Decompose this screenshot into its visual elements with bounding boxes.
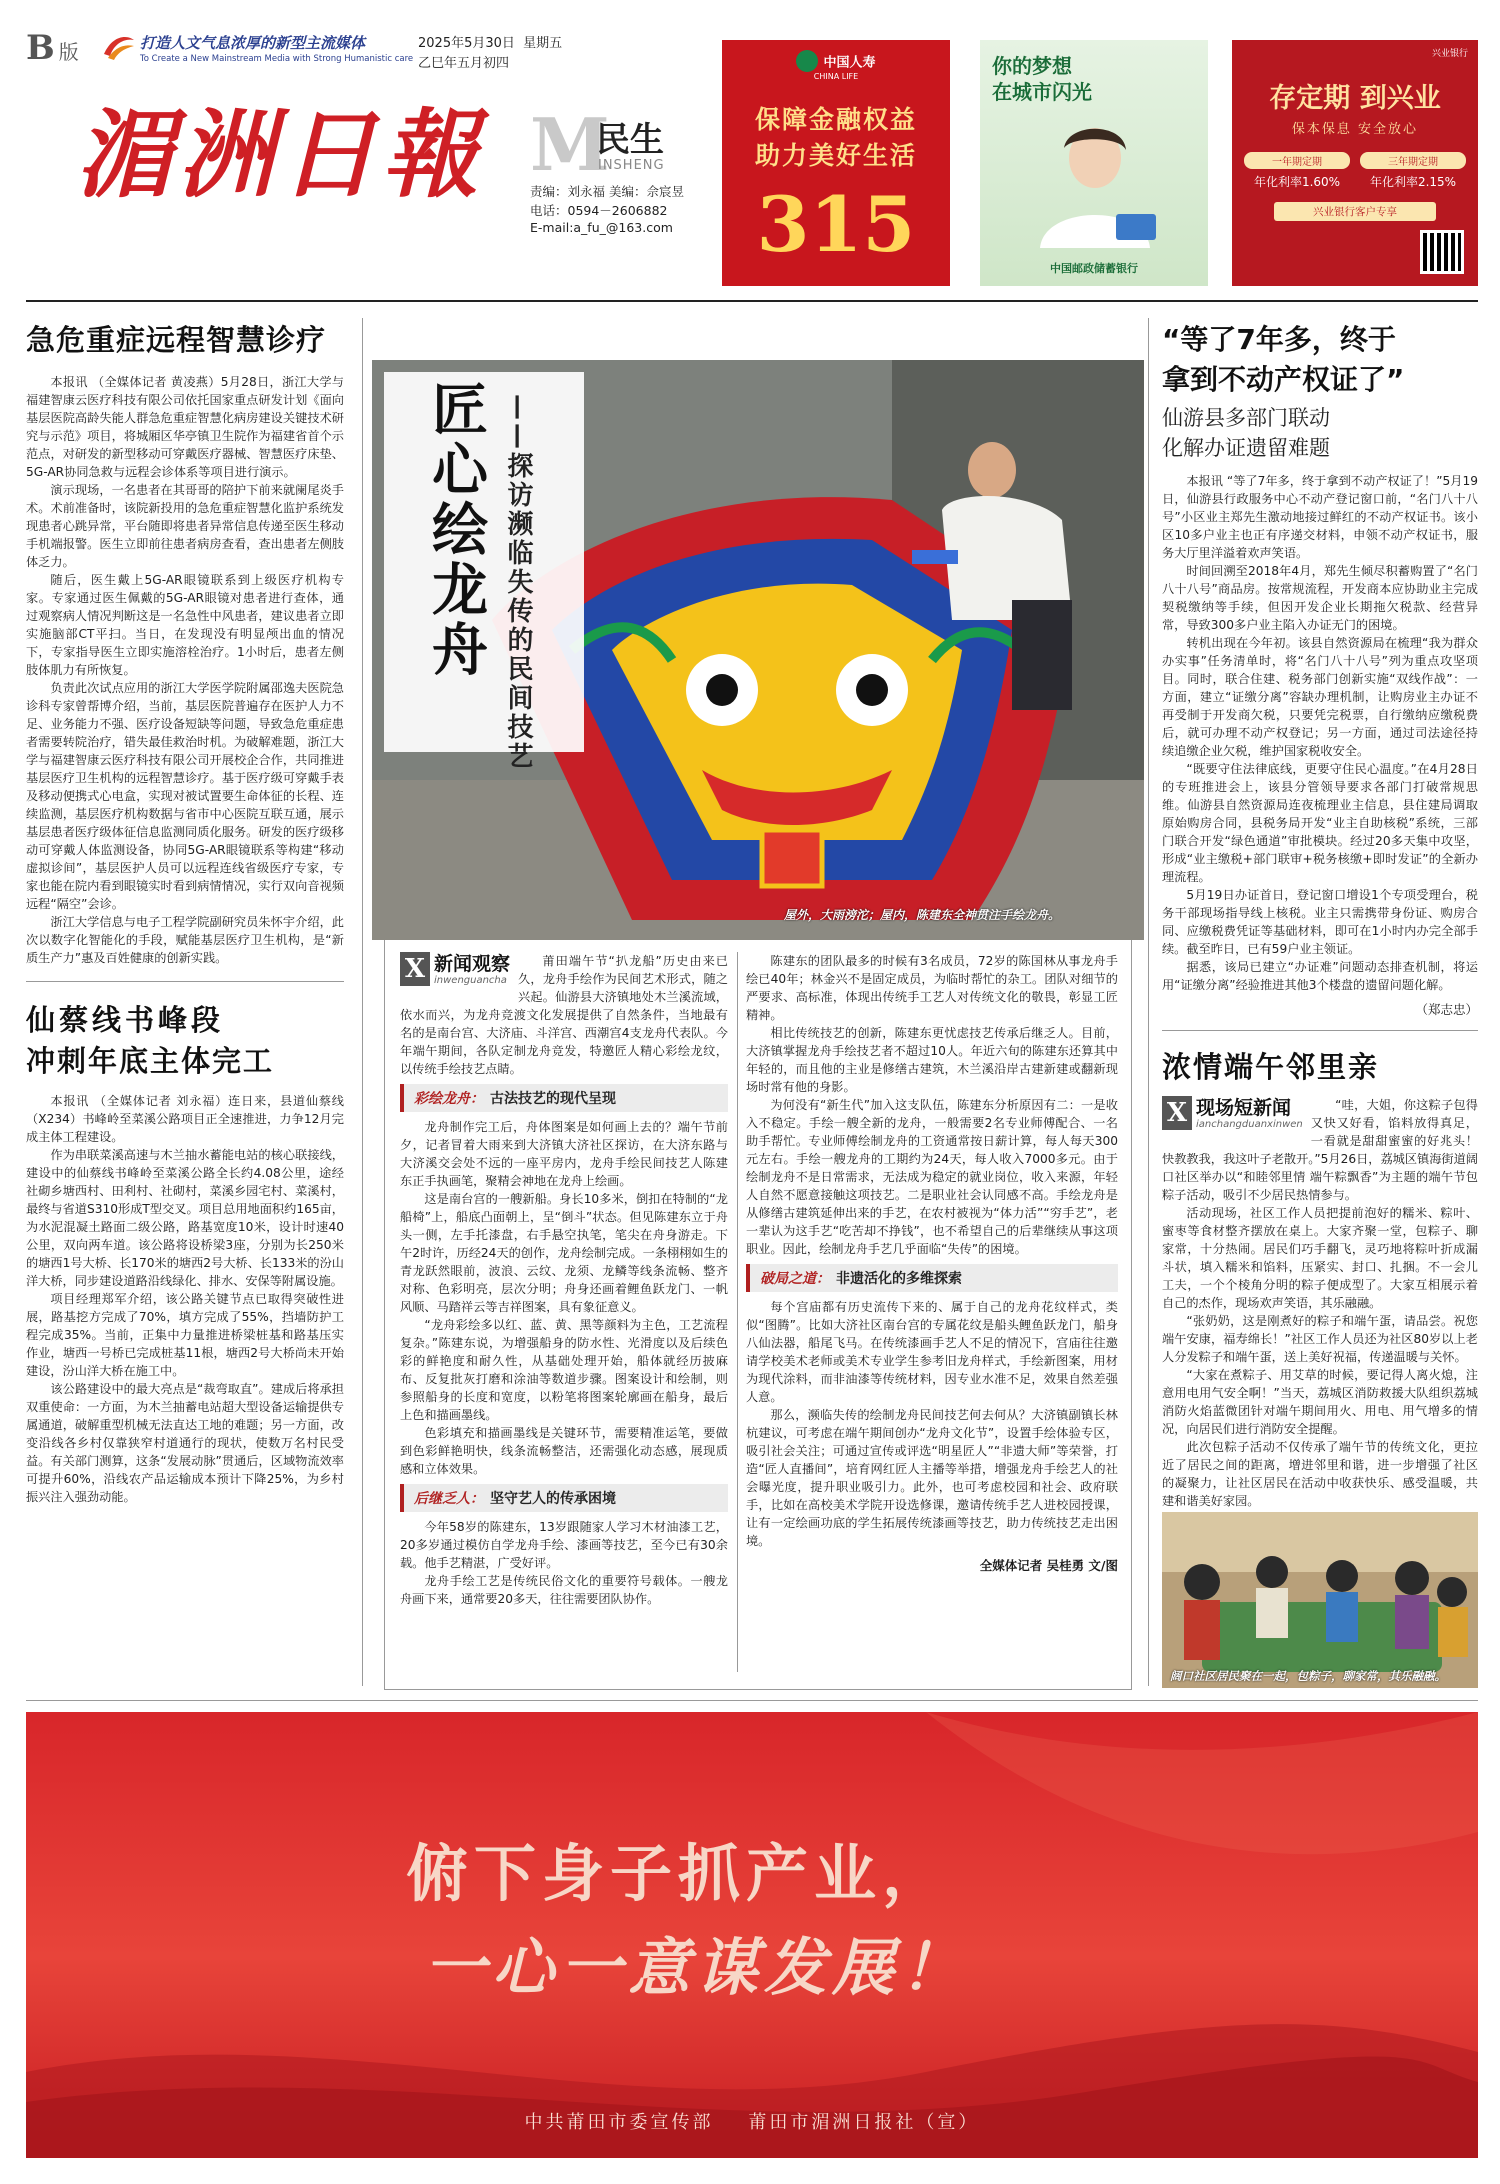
section3-body [746,1298,1118,1550]
section1-paragraph: 龙舟制作完工后，舟体图案是如何画上去的？端午节前夕，记者冒着大雨来到大济镇大济社区探访，在大济东路与大济溪交会处不远的一座平房内，龙舟手绘民间技艺人陈建东正手执画笔，聚精会神地在龙舟上绘画。 [400,1120,728,1188]
edition-suffix: 版 [58,40,79,64]
banner-line2: 一心一意谋发展！ [424,1931,969,2004]
issue-date: 2025年5月30日 星期五 [418,36,563,51]
road-title-1: 仙蔡线书峰段 [26,1003,225,1037]
ad1-line1: 保障金融权益 [754,105,917,134]
festival-paragraph: “大家在煮粽子、用艾草的时候，要记得人离火熄，注意用电用气安全啊！”当天，荔城区消防救援大队组织荔城消防火焰蓝微团针对端午期间用火、用电、用气增多的情况，向居民们进行消防安全提醒。 [1162,1368,1478,1436]
festival-paragraph: “张奶奶，这是刚煮好的粽子和端午蛋，请品尝。祝您端午安康，福寿绵长！”社区工作人员还为社区80岁以上老人分发粽子和端午蛋，送上美好祝福，传递温暖与关怀。 [1162,1314,1478,1364]
road-paragraph: 项目经理郑军介绍，该公路关键节点已取得突破性进展，路基挖方完成了70%，填方完成了55%，挡墙防护工程完成35%。当前，正集中力量推进桥梁桩基和路基压实作业，塘西一号桥已完成桩基11根，塘西2号大桥尚未开始建设，汾山洋大桥在施工中。 [26,1292,344,1378]
article-property [1162,318,1478,1018]
article-road [26,998,344,1506]
slogan-cn: 打造人文气息浓厚的新型主流媒体 [140,34,366,52]
photo-caption: 屋外，大雨滂沱；屋内，陈建东全神贯注手绘龙舟。 [784,908,1061,922]
feature-col2 [746,952,1118,1574]
property-subtitle-1: 仙游县多部门联动 [1162,406,1330,430]
ad2-bank: 中国邮政储蓄银行 [1050,262,1138,275]
property-paragraph: 本报讯 “等了7年多，终于拿到不动产权证了！”5月19日，仙游县行政服务中心不动产登记窗口前，“名门八十八号”小区业主郑先生激动地接过鲜红的不动产权证书。该小区10多户业主也正有序递交材料，申领不动产权证书，服务大厅里洋溢着欢声笑语。 [1162,474,1478,560]
lunar-date: 乙巳年五月初四 [418,56,510,71]
feature-col2-body [746,952,1118,1258]
column-tag-name: 现场短新闻 [1196,1096,1292,1119]
feature-title: 匠心绘龙舟 [423,380,488,680]
column-tag-pinyin: inwenguancha [434,974,507,986]
festival-body [1162,1096,1478,1510]
telemedicine-paragraph: 本报讯 （全媒体记者 黄凌燕）5月28日，浙江大学与福建智康云医疗科技有限公司依托国家重点研发计划《面向基层医院高龄失能人群急危重症智慧化病房建设关键技术研究与示范》项目，将城厢区华亭镇卫生院作为福建省首个示范点，对研发的新型移动可穿戴医疗器械、智慧医疗床垫、5G-AR协同急救与远程会诊体系等项目进行演示。 [26,375,344,479]
ad1-brand: 中国人寿 [823,55,876,71]
ad1-number: 315 [756,180,916,269]
section3-paragraph: 那么，濒临失传的绘制龙舟民间技艺何去何从？大济镇副镇长林杭建议，可考虑在端午期间创办“龙舟文化节”，设置手绘体验专区，吸引社会关注；可通过宣传或评选“明星匠人”“非遗大师”等荣誉，打造“匠人直播间”，培育网红匠人主播等举措，增强龙舟手绘艺人的社会曝光度，提升职业吸引力。此外，也可考虑校园和社会、政府联手，比如在高校美术学院开设选修课，邀请传统手艺人进校园授课，让有一定绘画功底的学生拓展传统漆画等技艺，助力传统技艺走出困境。 [746,1408,1118,1548]
road-title-2: 冲刺年底主体完工 [26,1044,275,1078]
ad3-term2: 三年期定期 [1360,152,1466,169]
road-paragraph: 该公路建设中的最大亮点是“裁弯取直”。建成后将承担双重使命：一方面，为木兰抽蓄电站超大型设备运输提供专属通道，破解重型机械无法直达工地的难题；另一方面，改变沿线各乡村仅靠狭窄村道通行的现状，使数万名村民受益。有关部门测算，这条“发展动脉”贯通后，区域物流效率可提升60%，沿线农产品运输成本预计下降25%，为乡村振兴注入强劲动能。 [26,1382,344,1504]
left-column [26,318,344,1506]
article-telemedicine [26,318,344,967]
section-pinyin: INSHENG [598,158,665,173]
section1-paragraph: 这是南台宫的一艘新船。身长10多米，倒扣在特制的“龙船椅”上，船底凸面朝上，呈“倒斗”状态。但见陈建东立于舟头一侧，左手托漆盘，右手悬空执笔，笔尖在舟身游走。下午2时许，历经24天的创作，龙舟绘制完成。一条栩栩如生的青龙跃然眼前，波浪、云纹、龙须、龙鳞等线条流畅、整齐对称、色彩明亮，层次分明；舟身还画着鲤鱼跃龙门、一帆风顺、马踏祥云等吉祥图案，具有象征意义。 [400,1192,728,1314]
slogan-en: To Create a New Mainstream Media with Strong Humanistic care [140,54,414,64]
section-head-2 [400,1484,728,1512]
edition-letter: B [26,28,55,68]
right-divider [1162,1030,1478,1031]
masthead-rule [26,300,1478,302]
property-byline: （郑志忠） [1415,1002,1478,1017]
editor-email: E-mail:a_fu_@163.com [530,220,673,235]
news-observation-tag [400,952,510,986]
left-divider [26,981,344,982]
festival-paragraph: 活动现场，社区工作人员把提前泡好的糯米、粽叶、蜜枣等食材整齐摆放在桌上。大家齐聚一堂，包粽子、聊家常，十分热闹。居民们巧手翻飞，灵巧地将粽叶折成漏斗状，填入糯米和馅料，压紧实、封口、扎捆。不一会儿工夫，一个个棱角分明的粽子便成型了。大家互相展示着自己的杰作，现场欢声笑语，其乐融融。 [1162,1206,1478,1310]
section-head-1-text: 古法技艺的现代呈现 [490,1091,616,1107]
ad-postal-bank[interactable] [980,40,1208,286]
property-paragraph: 据悉，该局已建立“办证难”问题动态排查机制，将运用“证缴分离”经验推进其他3个楼盘的遗留问题化解。 [1162,960,1478,992]
property-paragraph: 转机出现在今年初。该县自然资源局在梳理“我为群众办实事”任务清单时，将“名门八十八号”列为重点攻坚项目。同时，联合住建、税务部门创新实施“双线作战”：一方面，建立“证缴分离”容缺办理机制，让购房业主办证不再受制于开发商欠税，只要凭完税票，自行缴纳应缴税费后，就可办理不动产权登记；另一方面，通过司法途径持续追缴企业欠税，维护国家税收安全。 [1162,636,1478,758]
festival-title: 浓情端午邻里亲 [1162,1050,1380,1084]
paper-name: 湄洲日報 [76,98,484,211]
column-tag-pinyin: ianchangduanxinwen [1196,1118,1303,1130]
col2-paragraph: 为何没有“新生代”加入这支队伍，陈建东分析原因有二：一是收入不稳定。手绘一艘全新的龙舟，一般需要2名专业师傅配合、一名助手帮忙。专业师傅绘制龙舟的工资通常按日薪计算，每人每天300元左右。手绘一艘龙舟的工期约为24天，每人收入7000多元。由于绘制龙舟不是日常需求，无法成为稳定的就业岗位，收入来源，年轻人自然不愿意接触这项技艺。二是职业社会认同感不高。手绘龙舟是从修缮古建筑延伸出来的手艺，在农村被视为“体力活”“穷手艺”，老一辈认为这手艺“吃苦却不挣钱”，也不希望自己的后辈继续从事这项职业。因此，绘制龙舟手艺几乎面临“失传”的困境。 [746,1098,1118,1256]
ad2-title2: 在城市闪光 [992,80,1092,104]
property-subtitle-2: 化解办证遗留难题 [1162,436,1330,460]
section1-paragraph: 色彩填充和描画墨线是关键环节，需要精准运笔，要做到色彩鲜艳明快，线条流畅整洁，还需强化动态感，展现质感和立体效果。 [400,1426,728,1476]
ad3-button[interactable]: 兴业银行客户专享 [1274,202,1436,221]
ad-industrial-bank[interactable] [1232,40,1478,286]
telemedicine-body [26,373,344,967]
property-body [1162,472,1478,994]
feature-intro-paragraph: 莆田端午节“扒龙船”历史由来已久，龙舟手绘作为民间艺术形式，随之兴起。仙游县大济镇地处木兰溪流域，依水而兴，为龙舟竞渡文化发展提供了自然条件，当地最有名的是南台宫、大济庙、斗洋宫、西潮宫4支龙舟代表队。今年端午期间，各队定制龙舟竞发，特邀匠人精心彩绘龙纹，以传统手绘技艺点睛。 [400,954,728,1076]
article-dragon-boat-festival [1162,1045,1478,1534]
ad1-brand-en: CHINA LIFE [813,72,859,81]
section-head-3 [746,1264,1118,1292]
short-news-tag [1162,1096,1303,1130]
road-paragraph: 作为串联菜溪高速与木兰抽水蓄能电站的核心联接线，建设中的仙蔡线书峰岭至菜溪公路全长约4.08公里，途经社砌乡塘西村、田利村、社砌村，菜溪乡园宅村、菜溪村，最终与省道S310形成T型交叉。项目总用地面积约165亩，为水泥混凝土路面二级公路，路基宽度10米，设计时速40公里，双向两车道。该公路将设桥梁3座，分别为长250米的塘西1号大桥、长170米的塘西2号大桥、长133米的汾山洋大桥，同步建设道路沿线绿化、排水、安保等附属设施。 [26,1148,344,1288]
china-life-logo-icon [796,50,818,72]
telemedicine-paragraph: 负责此次试点应用的浙江大学医学院附属邵逸夫医院急诊科专家曾帮博介绍，当前，基层医院普遍存在医护人力不足、业务能力不强、医疗设备短缺等问题，导致急危重症患者需要转院治疗，错失最佳救治时机。为破解难题，浙江大学与福建智康云医疗科技有限公司开展校企合作，共同推进基层医疗卫生机构的远程智慧诊疗。基于医疗级可穿戴手表及移动便携式心电盒，实现对被试置要生命体征的长程、连续监测，基层医疗机构数据与省市中心医院互联互通，展示基层患者医疗级体征信息监测同质化服务。研发的医疗级移动可穿戴人体监测设备，协同5G-AR眼镜联系等构建“移动虚拟诊间”，基层医护人员可以远程连线省级医疗专家，专家也能在院内看到眼镜实时看到病情情况，实行双向音视频远程“隔空”会诊。 [26,681,344,911]
telemedicine-paragraph: 随后，医生戴上5G-AR眼镜联系到上级医疗机构专家。专家通过医生佩戴的5G-AR眼镜对患者进行查体，通过观察病人情况判断这是一名急性中风患者，建议患者立即实施脑部CT平扫。当日，在发现没有明显颅出血的情况下，专家指导医生立即实施溶栓治疗。1小时后，患者左侧肢体肌力有所恢复。 [26,573,344,677]
edition-badge [26,28,79,68]
feature-byline: 全媒体记者 吴桂勇 文/图 [979,1558,1118,1573]
right-col-rule [1148,318,1149,1686]
property-paragraph: “既要守住法律底线，更要守住民心温度。”在4月28日的专班推进会上，该县分管领导要求各部门打破常规思维。仙游县自然资源局连夜梳理业主信息，县住建局调取原始购房合同，县税务局开发“业主自助核税”系统，三部门联合开发“绿色通道”审批模块。经过20多天集中攻坚，形成“业主缴税+部门联审+税务核缴+即时发证”的全新办理流程。 [1162,762,1478,884]
feature-col1 [400,952,728,1608]
festival-paragraph: 此次包粽子活动不仅传承了端午节的传统文化，更拉近了居民之间的距离，增进邻里和谐，进一步增强了社区的凝聚力，让社区居民在活动中收获快乐、感受温暖，共建和谐美好家园。 [1162,1440,1478,1508]
telemedicine-paragraph: 演示现场，一名患者在其哥哥的陪护下前来就阑尾炎手术。术前准备时，该院新投用的急危重症智慧化监护系统发现患者心跳异常，平台随即将患者异常信息传递至医生移动手机端报警。医生立即前往患者病房查看，查出患者左侧肢体乏力。 [26,483,344,569]
ad3-rate2: 年化利率2.15% [1369,175,1457,189]
section-head-1-tag: 彩绘龙舟： [414,1091,484,1107]
content-bottom-rule [26,1700,1478,1701]
ad3-bank: 兴业银行 [1431,49,1468,59]
col2-paragraph: 陈建东的团队最多的时候有3名成员，72岁的陈国林从事龙舟手绘已40年；林金兴不是固定成员，为临时帮忙的杂工。团队对细节的严要求、高标准，体现出传统手工艺人对传统文化的敬畏，彰显工匠精神。 [746,954,1118,1022]
ad2-person-illustration [1020,118,1170,248]
section2-body [400,1518,728,1608]
festival-paragraph: “哇，大姐，你这粽子包得又快又好看，馅料放得真足，一看就是甜甜蜜蜜的好兆头！快教教我，我这叶子老散开。”5月26日，荔城区镇海街道阔口社区举办以“和睦邻里情 端午粽飘香”为主题的端午节包粽子活动，吸引不少居民热情参与。 [1162,1098,1478,1202]
section3-paragraph: 每个宫庙都有历史流传下来的、属于自己的龙舟花纹样式，类似“图腾”。比如大济社区南台宫的专属花纹是船头鲤鱼跃龙门，船身八仙法器，船尾飞马。在传统漆画手艺人不足的情况下，宫庙往往邀请学校美术老师或美术专业学生参考旧龙舟样式，手绘新图案，用材为现代涂料，而非油漆等传统材料，因专业水准不足，效果自然差强人意。 [746,1300,1118,1404]
section-name: 民生 [596,120,664,160]
section2-paragraph: 今年58岁的陈建东，13岁跟随家人学习木材油漆工艺，20多岁通过模仿自学龙舟手绘、漆画等技艺，至今已有30余载。他手艺精湛，广受好评。 [400,1520,728,1570]
telemedicine-paragraph: 浙江大学信息与电子工程学院副研究员朱怀宇介绍，此次以数字化智能化的手段，赋能基层医疗卫生机构，是“新质生产力”惠及百姓健康的创新实践。 [26,915,344,965]
ad3-subtitle: 保本保息 安全放心 [1291,122,1419,137]
section-head-1 [400,1084,728,1112]
ad1-line2: 助力美好生活 [754,141,917,170]
section2-paragraph: 龙舟手绘工艺是传统民俗文化的重要符号载体。一艘龙舟画下来，通常要20多天，往往需要团队协作。 [400,1574,728,1606]
editor-phone: 电话：0594－2606882 [530,203,668,218]
column-tag-x: X [1162,1096,1192,1130]
ad2-title: 你的梦想 [992,54,1072,78]
zongzi-photo-caption: 阔口社区居民聚在一起，包粽子，聊家常，其乐融融。 [1170,1669,1446,1683]
ad3-title: 存定期 到兴业 [1269,83,1441,114]
road-paragraph: 本报讯 （全媒体记者 刘永福）连日来，县道仙蔡线（X234）书峰岭至菜溪公路项目正全速推进，力争12月完成主体工程建设。 [26,1094,344,1144]
road-body [26,1092,344,1506]
feature-inner-rule [737,952,738,1672]
banner-footer: 中共莆田市委宣传部 莆田市湄洲日报社（宣） [524,2112,980,2133]
right-column [1162,318,1478,1534]
section-head-2-tag: 后继乏人： [414,1491,484,1507]
ad3-qrcode-icon [1420,230,1464,274]
telemedicine-title: 急危重症远程智慧诊疗 [26,323,327,357]
zongzi-illustration [1162,1512,1478,1688]
col2-paragraph: 相比传统技艺的创新，陈建东更忧虑技艺传承后继乏人。目前，大济镇掌握龙舟手绘技艺者不超过10人。年近六旬的陈建东还算其中年轻的，而且他的主业是修缮古建筑，木兰溪沿岸古建新建或翻新现场时常有他的身影。 [746,1026,1118,1094]
column-tag-x: X [400,952,430,986]
zongzi-photo [1162,1512,1478,1688]
property-paragraph: 时间回溯至2018年4月，郑先生倾尽积蓄购置了“名门八十八号”商品房。按常规流程，开发商本应协助业主完成契税缴纳等手续，但因开发企业长期拖欠税款、经营异常，导致300多户业主陷入办证无门的困境。 [1162,564,1478,632]
section1-paragraph: “龙舟彩绘多以红、蓝、黄、黑等颜料为主色，工艺流程复杂。”陈建东说，为增强船身的防水性、光滑度以及后续色彩的鲜艳度和耐久性，从基础处理开始，船体就经历披麻布、反复批灰打磨和涂油等数道步骤。图案设计和绘制，则参照船身的长度和宽度，以粉笔将图案轮廓画在船身，最后上色和描画墨线。 [400,1318,728,1422]
section-head-3-tag: 破局之道： [760,1271,830,1287]
propaganda-banner [26,1712,1478,2158]
ad-china-life[interactable] [722,40,950,286]
property-title-1: “等了7年多，终于 [1162,323,1396,356]
section1-body [400,1118,728,1478]
ad3-rate1: 年化利率1.60% [1253,175,1341,189]
ad3-term1: 一年期定期 [1244,152,1350,169]
column-tag-name: 新闻观察 [434,952,511,975]
property-paragraph: 5月19日办证首日，登记窗口增设1个专项受理台，税务干部现场指导线上核税。业主只需携带身份证、购房合同、应缴税费凭证等基础材料，即可在1小时内办完全部手续。截至昨日，已有59户业主领证。 [1162,888,1478,956]
left-col-rule [362,318,363,1686]
feature-subtitle: ——探访濒临失传的民间技艺 [503,394,533,771]
editor-info: 责编：刘永福 美编：佘宸昱 [530,184,684,199]
section-head-2-text: 坚守艺人的传承困境 [490,1491,616,1507]
banner-line1: 俯下身子抓产业， [406,1837,951,1910]
property-title-2: 拿到不动产权证了” [1162,363,1405,396]
slogan-logo-icon [102,32,136,62]
section-letter: M [530,102,610,187]
section-head-3-text: 非遗活化的多维探索 [836,1271,962,1287]
